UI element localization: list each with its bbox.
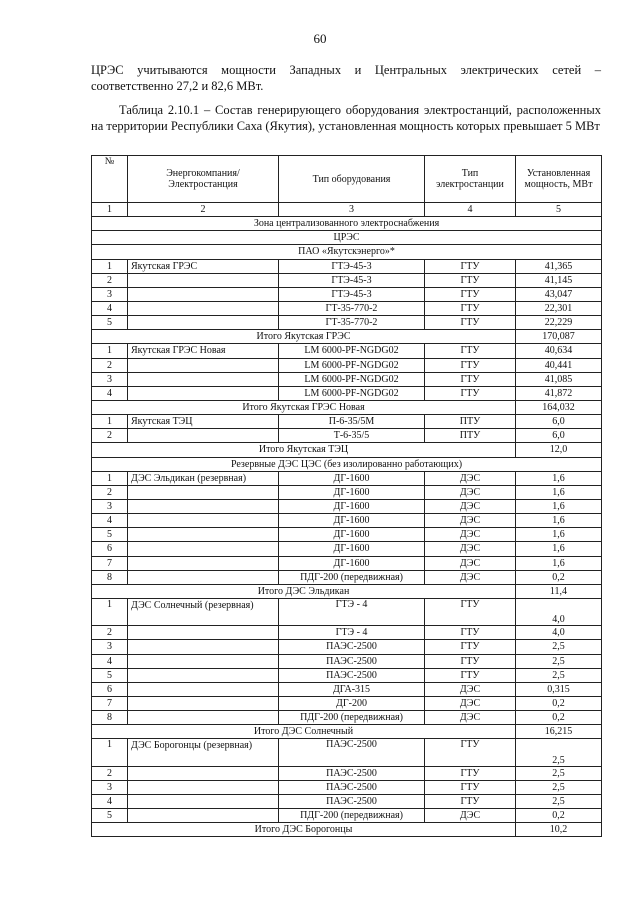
equipment-type: ДГ-1600 — [279, 556, 425, 570]
total-label: Итого Якутская ГРЭС — [92, 330, 516, 344]
station-name — [128, 316, 279, 330]
equipment-type: ПДГ-200 (передвижная) — [279, 809, 425, 823]
station-name — [128, 301, 279, 315]
plant-type: ДЭС — [425, 471, 516, 485]
plant-type: ГТУ — [425, 766, 516, 780]
section-header-row — [92, 457, 602, 471]
header-station: Энергокомпания/ Электростанция — [128, 156, 279, 203]
station-name — [128, 514, 279, 528]
table-row — [92, 301, 602, 315]
table-row — [92, 344, 602, 358]
plant-type: ГТУ — [425, 794, 516, 808]
section-header-row — [92, 217, 602, 231]
intro-paragraph: ЦРЭС учитываются мощности Западных и Центральных электрических сетей – соответственно 27,2 и 82,6 МВт. — [91, 63, 601, 93]
installed-power: 2,5 — [516, 794, 602, 808]
row-number: 3 — [92, 499, 128, 513]
installed-power: 43,047 — [516, 287, 602, 301]
row-number: 3 — [92, 640, 128, 654]
plant-type: ГТУ — [425, 598, 516, 625]
table-row — [92, 499, 602, 513]
installed-power: 6,0 — [516, 429, 602, 443]
equipment-type: ДГ-200 — [279, 696, 425, 710]
plant-type: ГТУ — [425, 386, 516, 400]
header-equipment: Тип оборудования — [279, 156, 425, 203]
row-number: 3 — [92, 372, 128, 386]
station-name — [128, 429, 279, 443]
table-row — [92, 372, 602, 386]
row-number: 6 — [92, 682, 128, 696]
row-number: 2 — [92, 485, 128, 499]
plant-type: ГТУ — [425, 259, 516, 273]
equipment-type: П-6-35/5М — [279, 415, 425, 429]
total-row — [92, 443, 602, 457]
table-row — [92, 780, 602, 794]
installed-power: 0,2 — [516, 696, 602, 710]
section-title: Резервные ДЭС ЦЭС (без изолированно работающих) — [92, 457, 602, 471]
station-name — [128, 682, 279, 696]
row-number: 8 — [92, 570, 128, 584]
total-row — [92, 725, 602, 739]
plant-type: ПТУ — [425, 429, 516, 443]
row-number: 2 — [92, 626, 128, 640]
equipment-type: ПАЭС-2500 — [279, 766, 425, 780]
equipment-type: ДГ-1600 — [279, 514, 425, 528]
installed-power: 6,0 — [516, 415, 602, 429]
column-number-row — [92, 203, 602, 217]
row-number: 4 — [92, 301, 128, 315]
installed-power: 22,301 — [516, 301, 602, 315]
station-name: Якутская ГРЭС Новая — [128, 344, 279, 358]
plant-type: ПТУ — [425, 415, 516, 429]
plant-type: ДЭС — [425, 514, 516, 528]
equipment-type: ГТЭ-45-3 — [279, 259, 425, 273]
section-header-row — [92, 231, 602, 245]
station-name — [128, 809, 279, 823]
table-row — [92, 809, 602, 823]
plant-type: ГТУ — [425, 372, 516, 386]
station-name: ДЭС Солнечный (резервная) — [128, 598, 279, 625]
column-number: 3 — [279, 203, 425, 217]
plant-type: ГТУ — [425, 273, 516, 287]
row-number: 2 — [92, 358, 128, 372]
installed-power: 1,6 — [516, 499, 602, 513]
plant-type: ДЭС — [425, 556, 516, 570]
equipment-type: ПАЭС-2500 — [279, 739, 425, 766]
row-number: 2 — [92, 429, 128, 443]
equipment-type: ДГ-1600 — [279, 528, 425, 542]
total-label: Итого Якутская ТЭЦ — [92, 443, 516, 457]
section-title: ЦРЭС — [92, 231, 602, 245]
equipment-type: LM 6000-PF-NGDG02 — [279, 372, 425, 386]
table-row — [92, 514, 602, 528]
table-header-row — [92, 156, 602, 203]
total-label: Итого ДЭС Борогонцы — [92, 823, 516, 837]
row-number: 3 — [92, 780, 128, 794]
installed-power: 41,365 — [516, 259, 602, 273]
equipment-type: ДГ-1600 — [279, 485, 425, 499]
installed-power: 41,085 — [516, 372, 602, 386]
installed-power: 1,6 — [516, 514, 602, 528]
equipment-type: LM 6000-PF-NGDG02 — [279, 344, 425, 358]
plant-type: ГТУ — [425, 344, 516, 358]
total-power: 12,0 — [516, 443, 602, 457]
table-caption — [91, 103, 601, 134]
row-number: 8 — [92, 711, 128, 725]
plant-type: ГТУ — [425, 301, 516, 315]
station-name — [128, 273, 279, 287]
station-name — [128, 711, 279, 725]
station-name — [128, 654, 279, 668]
row-number: 6 — [92, 542, 128, 556]
installed-power: 1,6 — [516, 528, 602, 542]
plant-type: ДЭС — [425, 542, 516, 556]
equipment-type: ГТ-35-770-2 — [279, 301, 425, 315]
header-number: № — [92, 156, 128, 203]
equipment-type: ПДГ-200 (передвижная) — [279, 711, 425, 725]
total-row — [92, 330, 602, 344]
plant-type: ДЭС — [425, 499, 516, 513]
equipment-type: ПАЭС-2500 — [279, 654, 425, 668]
table-row — [92, 654, 602, 668]
row-number: 4 — [92, 794, 128, 808]
plant-type: ДЭС — [425, 809, 516, 823]
station-name — [128, 640, 279, 654]
equipment-type: ПАЭС-2500 — [279, 794, 425, 808]
table-row — [92, 485, 602, 499]
station-name: Якутская ТЭЦ — [128, 415, 279, 429]
header-plant-type: Тип электростанции — [425, 156, 516, 203]
row-number: 1 — [92, 471, 128, 485]
equipment-type: ГТЭ - 4 — [279, 598, 425, 625]
station-name — [128, 528, 279, 542]
equipment-type: ГТ-35-770-2 — [279, 316, 425, 330]
table-row — [92, 794, 602, 808]
plant-type: ДЭС — [425, 485, 516, 499]
header-power: Установленная мощность, МВт — [516, 156, 602, 203]
equipment-type: LM 6000-PF-NGDG02 — [279, 386, 425, 400]
row-number: 5 — [92, 528, 128, 542]
station-name — [128, 358, 279, 372]
row-number: 5 — [92, 668, 128, 682]
total-power: 11,4 — [516, 584, 602, 598]
plant-type: ГТУ — [425, 654, 516, 668]
table-row — [92, 386, 602, 400]
station-name — [128, 287, 279, 301]
section-title: Зона централизованного электроснабжения — [92, 217, 602, 231]
table-row — [92, 287, 602, 301]
plant-type: ДЭС — [425, 570, 516, 584]
station-name: ДЭС Борогонцы (резервная) — [128, 739, 279, 766]
station-name — [128, 766, 279, 780]
installed-power: 2,5 — [516, 766, 602, 780]
generating-equipment-table — [91, 155, 602, 837]
plant-type: ГТУ — [425, 640, 516, 654]
row-number: 2 — [92, 273, 128, 287]
table-row — [92, 570, 602, 584]
station-name — [128, 499, 279, 513]
installed-power: 4,0 — [516, 598, 602, 625]
station-name — [128, 485, 279, 499]
installed-power: 2,5 — [516, 739, 602, 766]
table-row — [92, 429, 602, 443]
installed-power: 2,5 — [516, 668, 602, 682]
station-name — [128, 386, 279, 400]
installed-power: 0,2 — [516, 809, 602, 823]
station-name — [128, 696, 279, 710]
installed-power: 2,5 — [516, 654, 602, 668]
section-title: ПАО «Якутскэнерго»* — [92, 245, 602, 259]
equipment-type: ПАЭС-2500 — [279, 668, 425, 682]
installed-power: 4,0 — [516, 626, 602, 640]
plant-type: ДЭС — [425, 682, 516, 696]
total-power: 16,215 — [516, 725, 602, 739]
equipment-type: ГТЭ-45-3 — [279, 287, 425, 301]
equipment-type: Т-6-35/5 — [279, 429, 425, 443]
total-label: Итого ДЭС Эльдикан — [92, 584, 516, 598]
row-number: 4 — [92, 514, 128, 528]
installed-power: 2,5 — [516, 780, 602, 794]
installed-power: 0,2 — [516, 711, 602, 725]
equipment-type: ДГ-1600 — [279, 542, 425, 556]
column-number: 5 — [516, 203, 602, 217]
total-label: Итого ДЭС Солнечный — [92, 725, 516, 739]
row-number: 1 — [92, 415, 128, 429]
total-row — [92, 823, 602, 837]
table-row — [92, 640, 602, 654]
installed-power: 40,634 — [516, 344, 602, 358]
row-number: 5 — [92, 316, 128, 330]
plant-type: ГТУ — [425, 287, 516, 301]
total-power: 164,032 — [516, 400, 602, 414]
section-header-row — [92, 245, 602, 259]
total-row — [92, 400, 602, 414]
table-row — [92, 415, 602, 429]
station-name — [128, 372, 279, 386]
table-row — [92, 598, 602, 625]
plant-type: ГТУ — [425, 626, 516, 640]
row-number: 1 — [92, 598, 128, 625]
table-row — [92, 471, 602, 485]
plant-type: ГТУ — [425, 358, 516, 372]
table-row — [92, 696, 602, 710]
table-body — [92, 203, 602, 837]
equipment-type: LM 6000-PF-NGDG02 — [279, 358, 425, 372]
column-number: 1 — [92, 203, 128, 217]
table-row — [92, 528, 602, 542]
total-power: 10,2 — [516, 823, 602, 837]
column-number: 4 — [425, 203, 516, 217]
equipment-type: ПАЭС-2500 — [279, 640, 425, 654]
station-name — [128, 542, 279, 556]
table-row — [92, 259, 602, 273]
page-number: 60 — [313, 31, 327, 46]
row-number: 7 — [92, 696, 128, 710]
station-name — [128, 794, 279, 808]
table-row — [92, 668, 602, 682]
total-row — [92, 584, 602, 598]
equipment-type: ПДГ-200 (передвижная) — [279, 570, 425, 584]
installed-power: 0,2 — [516, 570, 602, 584]
installed-power: 0,315 — [516, 682, 602, 696]
equipment-type: ДГА-315 — [279, 682, 425, 696]
table-row — [92, 358, 602, 372]
installed-power: 41,145 — [516, 273, 602, 287]
plant-type: ГТУ — [425, 668, 516, 682]
row-number: 3 — [92, 287, 128, 301]
station-name — [128, 570, 279, 584]
station-name — [128, 626, 279, 640]
installed-power: 1,6 — [516, 556, 602, 570]
station-name: Якутская ГРЭС — [128, 259, 279, 273]
station-name — [128, 556, 279, 570]
installed-power: 40,441 — [516, 358, 602, 372]
row-number: 1 — [92, 259, 128, 273]
column-number: 2 — [128, 203, 279, 217]
installed-power: 1,6 — [516, 471, 602, 485]
plant-type: ДЭС — [425, 696, 516, 710]
equipment-type: ДГ-1600 — [279, 499, 425, 513]
plant-type: ГТУ — [425, 739, 516, 766]
total-power: 170,087 — [516, 330, 602, 344]
row-number: 5 — [92, 809, 128, 823]
table-row — [92, 739, 602, 766]
installed-power: 1,6 — [516, 542, 602, 556]
row-number: 7 — [92, 556, 128, 570]
station-name: ДЭС Эльдикан (резервная) — [128, 471, 279, 485]
installed-power: 1,6 — [516, 485, 602, 499]
plant-type: ГТУ — [425, 316, 516, 330]
row-number: 1 — [92, 739, 128, 766]
table-row — [92, 626, 602, 640]
equipment-type: ГТЭ-45-3 — [279, 273, 425, 287]
table-caption-text: Таблица 2.10.1 – Состав генерирующего оборудования электростанций, расположенных на территории Республики Саха (Якутия), установленная мощность которых превышает 5 МВт — [91, 103, 601, 133]
installed-power: 22,229 — [516, 316, 602, 330]
table-row — [92, 711, 602, 725]
installed-power: 41,872 — [516, 386, 602, 400]
plant-type: ДЭС — [425, 711, 516, 725]
row-number: 2 — [92, 766, 128, 780]
equipment-type: ПАЭС-2500 — [279, 780, 425, 794]
table-row — [92, 682, 602, 696]
installed-power: 2,5 — [516, 640, 602, 654]
row-number: 4 — [92, 386, 128, 400]
equipment-type: ДГ-1600 — [279, 471, 425, 485]
table-row — [92, 273, 602, 287]
equipment-type: ГТЭ - 4 — [279, 626, 425, 640]
table-row — [92, 556, 602, 570]
row-number: 1 — [92, 344, 128, 358]
table-row — [92, 542, 602, 556]
table-row — [92, 316, 602, 330]
station-name — [128, 780, 279, 794]
station-name — [128, 668, 279, 682]
row-number: 4 — [92, 654, 128, 668]
total-label: Итого Якутская ГРЭС Новая — [92, 400, 516, 414]
table-row — [92, 766, 602, 780]
plant-type: ДЭС — [425, 528, 516, 542]
plant-type: ГТУ — [425, 780, 516, 794]
